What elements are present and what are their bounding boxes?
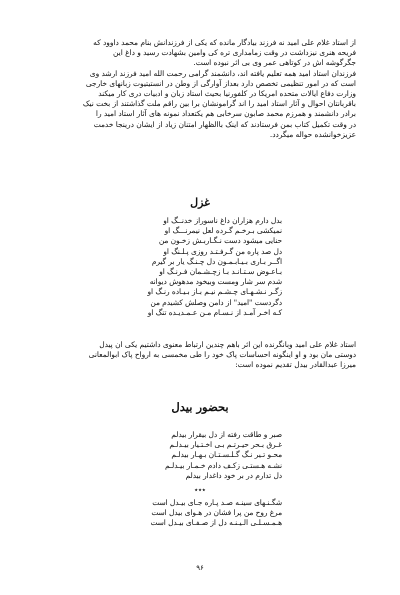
bridge-line: استاد غلام علی امید وبانگرنده این اثر باهم چندین ارتباط معنوی داشتیم یکی ان پیدل [99, 340, 356, 349]
ghazal-line: بدل دارم هزاران داغ ناسوراز خدنــگ او [163, 216, 282, 225]
ghazal-line: دل صد پاره من گـرفـتـد روزی پـلـنگ او [163, 246, 282, 256]
intro-line: از استاد غلام علی امید نه فرزند بیادگار مانده که یکی از فرزندانش بنام محمد داوود که [93, 38, 356, 47]
ghazal-line: کـه اخـر آمـد از نـسـام مـن عـمـدیـده تنگ او [147, 307, 282, 317]
bridge-line: میرزا عبدالقادر بیدل تقدیم نموده است: [235, 360, 356, 370]
intro-line: در وقت تکمیل کتاب بمن فرستادند که اینک باالظهار امتنان زیاد از ایشان درینجا خدمت [93, 119, 356, 129]
intro-line: عزیزخوانشده حواله میگردد. [269, 129, 356, 139]
intro-paragraph [44, 38, 356, 140]
mukhammas-line: هـمـسـلـی الـیـنـه دل از صـفـای بیـدل است [150, 518, 282, 528]
ghazal-line: بـاعـوض سـتـانـد بـا زچـشـمان فـرنـگ او [159, 267, 282, 277]
ghazal-line: اگــر بـاری بـیـابـمـون دل چـنـگ یار بر گیرم [151, 256, 282, 266]
intro-line: وزارت دفاع ایالات متحده امریکا در کلفورنیا بحیث استاد زبان و ادبیات دری کار میکند [98, 89, 356, 99]
ghazal-line: شدم سر شار ومست وبیخود مدهوش دیوانه [149, 277, 282, 287]
mukhammas-line: مرغ روح من پرا فشان در هـوای بیدل است [151, 508, 282, 518]
mukhammas-line: دل تدارم در بر خود داغدار بیدلم [185, 470, 282, 480]
mukhammas-line: شگـنـهای سینـه صـد پـاره جـای بیـدل است [152, 498, 282, 507]
page-number: ۹۶ [196, 564, 204, 572]
mukhammas-stanza-2 [82, 498, 282, 529]
intro-line: است که در امور تنظیمی تخصص دارد بعداز آوارگی از وطن در انستیتیوت زبانهای خارجی [85, 78, 356, 88]
mukhammas-line: صبر و طاقت رفته از دل بیقرار بیدلم [171, 430, 282, 439]
bridge-line: دوستی مان بود و او اینگونه احساسات پاک خود را طی مخمسی به ارواح پاک ابوالمعانی [88, 350, 356, 360]
ghazal-verses [82, 216, 282, 318]
intro-line: برادر دانشمند و همرزم محمد صابون سرخابی هم یکتعداد نمونه های آثار استاد امید را [95, 109, 356, 119]
intro-line: فرزندان استاد امید همه تعلیم یافته اند، دانشمند گرامی رحمت الله امید فرزند ارشد وی [89, 68, 356, 78]
mukhammas-stanza-1 [82, 430, 282, 481]
ghazal-line: نمیکشی بـرخـم گـرده لعل نیمرنـــگ او [164, 226, 282, 236]
ghazal-title: غزل [190, 196, 210, 209]
mukhammas-line: نشـه هـستـی زکـف دادم خـمـار بیـدلـم [164, 460, 282, 470]
stanza-separator: ٭٭٭ [194, 486, 206, 494]
intro-line: فریحه هنری نیزداشت در وقت زمامداری تره کی وامین بشهادت رسید و داغ این [113, 48, 356, 58]
ghazal-line: زگـر نـشـهـای چـشـم نیـم بـاز بـیـاده رنـگ او [147, 287, 282, 297]
mukhammas-line: محـو تـیر نـگ گـلـسـتـان بـهـار بیدلـم [171, 450, 282, 460]
mukhammas-title: بحضور بیدل [171, 400, 229, 414]
intro-line: باقربانتان احوال و آثار استاد امید را اند گرامونشان برا بین راقم ملت گذاشتند از بخت نیک [82, 99, 356, 109]
intro-line: جگرگوشه اش در کوتاهی عمر وی بی اثر نبوده است. [193, 58, 356, 68]
mukhammas-line: غـرق بـحر حیـرتـم بـی اخـتـیار بیـدلـم [169, 440, 282, 450]
ghazal-line: حنایی میشود دست نـگـاربـش زخـون من [158, 236, 282, 246]
ghazal-line: دگردست "امید" از دامن وصلش کشیدم من [150, 297, 282, 307]
bridge-paragraph [44, 340, 356, 371]
